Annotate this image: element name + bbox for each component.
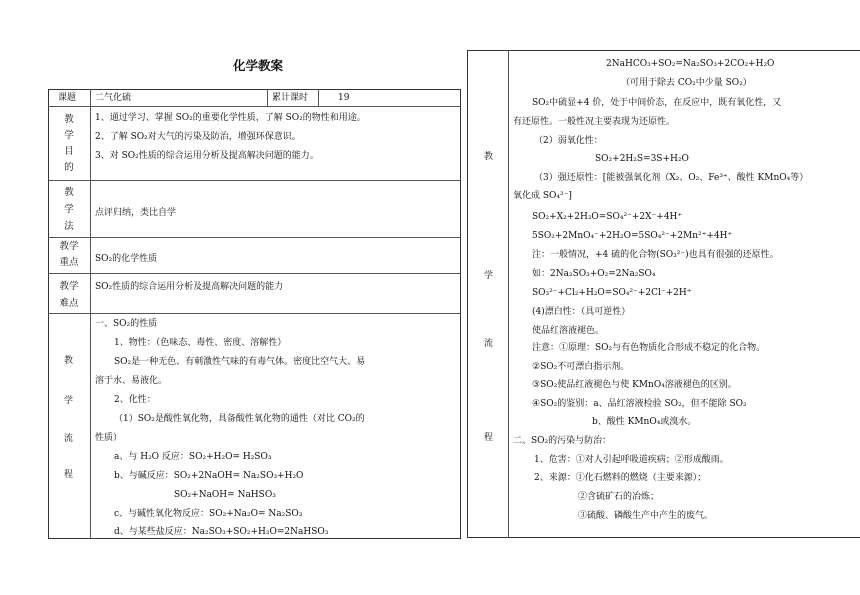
flow-line: a、与 H₂O 反应：SO₂+H₂O= H₂SO₃ (114, 452, 272, 462)
flow-label-char: 学 (64, 396, 74, 406)
flow-line: 性质） (95, 433, 123, 443)
flow-line: b、与碱反应：SO₂+2NaOH= Na₂SO₃+H₂O (114, 471, 304, 481)
col-divider (318, 89, 319, 106)
col-divider (267, 89, 268, 106)
flow-line: 氧化成 SO₄²⁻] (513, 191, 572, 201)
flow-line: （1）SO₂是酸性氧化物，具备酸性氧化物的通性（对比 CO₂的 (114, 414, 365, 424)
flow-line: 溶于水、易液化。 (95, 376, 168, 386)
flow-line: 注：一般情况，+4 硫的化合物(SO₃²⁻)也具有很强的还原性。 (532, 250, 779, 260)
page-title: 化学教案 (232, 58, 283, 73)
flow-label-char: 教 (484, 152, 494, 162)
flow-line: ③SO₂使品红液褪色与使 KMnO₄溶液褪色的区别。 (532, 380, 737, 390)
flow-label-char: 教 (64, 356, 74, 366)
flow-line: （可用于除去 CO₂中少量 SO₂） (621, 78, 752, 88)
flow-line: （3）强还原性：[能被强氧化剂（X₂、O₂、Fe³⁺、酸性 KMnO₄等） (534, 173, 809, 183)
flow-line: (4)漂白性：（具可逆性） (532, 307, 631, 317)
row-divider (48, 180, 461, 181)
flow-line: 2、化性： (114, 395, 156, 405)
flow-line: 二、SO₂的污染与防治： (513, 436, 612, 446)
difficulties-text: SO₂性质的综合运用分析及提高解决问题的能力 (95, 282, 284, 292)
flow-line: 2NaHCO₃+SO₂=Na₂SO₃+2CO₂+H₂O (606, 59, 775, 69)
flow-label-char: 学 (484, 271, 494, 281)
flow-line: ③硫酸、磷酸生产中产生的废气。 (578, 511, 714, 521)
flow-line: SO₂中硫显+4 价，处于中间价态，在反应中，既有氧化性，又 (532, 98, 782, 108)
flow-line: 1、物性：（色味态、毒性、密度、溶解性） (114, 338, 287, 348)
flow-label-char: 流 (484, 339, 494, 349)
header-key-topic: 课题 (58, 93, 77, 103)
objective-line: 3、对 SO₂性质的综合运用分析及提高解决问题的能力。 (95, 151, 319, 161)
row-divider (48, 273, 461, 274)
flow-line: SO₂+NaOH= NaHSO₃ (174, 490, 276, 500)
col-divider (508, 50, 509, 538)
flow-line: 使品红溶液褪色。 (532, 326, 605, 336)
flow-line: 一、SO₂的性质 (95, 319, 158, 329)
flow-line: SO₃²⁻+Cl₂+H₂O=SO₄²⁻+2Cl⁻+2H⁺ (532, 288, 692, 298)
row-label-key-points: 教学 重点 (59, 241, 79, 268)
objective-line: 1、通过学习、掌握 SO₂的重要化学性质，了解 SO₂的物性和用途。 (95, 113, 366, 123)
flow-line: （2）弱氧化性： (534, 136, 603, 146)
flow-line: 5SO₂+2MnO₄⁻+2H₂O=5SO₄²⁻+2Mn²⁺+4H⁺ (532, 231, 733, 241)
row-label-difficulties: 教学 难点 (59, 281, 79, 309)
flow-line: c、与碱性氧化物反应：SO₂+Na₂O= Na₂SO₃ (114, 509, 303, 519)
flow-line: SO₂+X₂+2H₂O=SO₄²⁻+2X⁻+4H⁺ (532, 212, 683, 222)
col-divider (90, 89, 91, 539)
row-divider (48, 313, 461, 314)
method-text: 点评归纳，类比自学 (95, 208, 177, 218)
header-topic-value: 二气化硫 (95, 93, 132, 103)
flow-label-char: 流 (64, 434, 74, 444)
objective-line: 2、了解 SO₂对大气的污染及防治，增强环保意识。 (95, 132, 301, 142)
flow-line: d、与某些盐反应：Na₂SO₃+SO₂+H₂O=2NaHSO₃ (114, 527, 329, 537)
row-divider (48, 106, 461, 107)
flow-line: 1、危害：①对人引起呼吸道疾病；②形成酸雨。 (534, 455, 729, 465)
header-key-hours: 累计课时 (272, 93, 309, 103)
key-points-text: SO₂的化学性质 (95, 254, 158, 264)
flow-line: SO₂+2H₂S=3S+H₂O (595, 154, 689, 164)
row-label-objectives: 教 学 目 的 (64, 114, 74, 173)
flow-line: 2、来源：①化石燃料的燃烧（主要来源）； (534, 473, 707, 483)
row-label-method: 教 学 法 (64, 187, 74, 232)
flow-line: 注意：①原理：SO₂与有色物质化合形成不稳定的化合物。 (532, 343, 766, 353)
flow-line: 有还原性。一般性况主要表现为还原性。 (513, 117, 676, 127)
flow-line: b、酸性 KMnO₄或溴水。 (592, 417, 697, 427)
header-hours-value: 19 (338, 93, 350, 103)
flow-line: ②含硫矿石的冶炼； (578, 492, 660, 502)
row-divider (48, 237, 461, 238)
flow-label-char: 程 (64, 470, 74, 480)
flow-label-char: 程 (484, 433, 494, 443)
flow-line: ④SO₂的鉴别：a、品红溶液检验 SO₂，但不能除 SO₂ (532, 399, 747, 409)
flow-line: ②SO₂不可漂白指示剂。 (532, 362, 630, 372)
flow-line: SO₂是一种无色、有刺激性气味的有毒气体。密度比空气大、易 (114, 357, 366, 367)
flow-line: 如：2Na₂SO₃+O₂=2Na₂SO₄ (532, 269, 656, 279)
